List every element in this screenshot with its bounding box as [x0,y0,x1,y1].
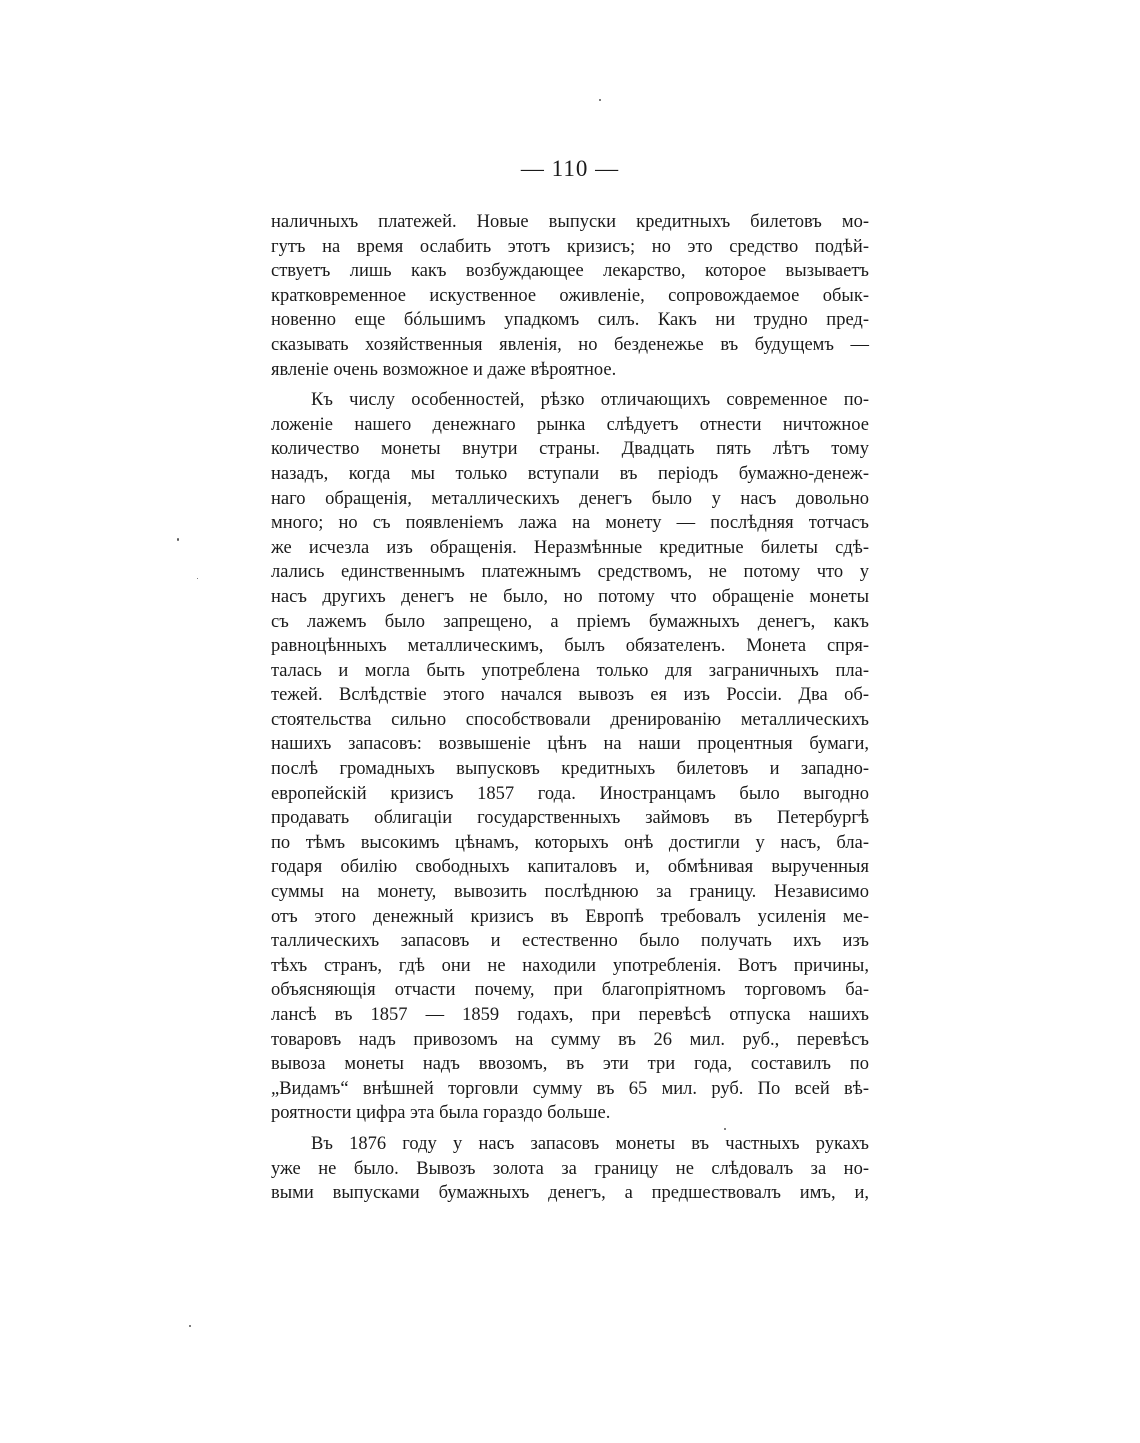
text-line: европейскій кризисъ 1857 года. Иностранцамъ было выгодно [271,783,869,804]
text-line: „Видамъ“ внѣшней торговли сумму въ 65 мил. руб. По всей вѣ- [271,1078,869,1099]
text-line: таллическихъ запасовъ и естественно было получать ихъ изъ [271,931,869,952]
text-line: наго обращенія, металлическихъ денегъ было у насъ довольно [271,488,869,509]
text-line: лансѣ въ 1857 — 1859 годахъ, при перевѣсѣ отпуска нашихъ [271,1005,869,1025]
text-line: равноцѣнныхъ металлическимъ, былъ обязателенъ. Монета спря- [271,636,869,657]
text-line: товаровъ надъ привозомъ на сумму въ 26 мил. руб., перевѣсъ [271,1029,869,1050]
text-line: съ лажемъ было запрещено, а пріемъ бумажныхъ денегъ, какъ [271,611,869,632]
text-line: гутъ на время ослабить этотъ кризисъ; но это средство подѣй- [271,236,869,257]
text-line: Въ 1876 году у насъ запасовъ монеты въ частныхъ рукахъ [311,1133,869,1154]
paragraph [271,1132,869,1206]
print-speck [599,99,601,101]
text-line: явленіе очень возможное и даже вѣроятное. [271,359,617,380]
text-line: назадъ, когда мы только вступали въ періодъ бумажно-денеж- [271,463,869,484]
text-line: кратковременное искуственное оживленіе, сопровождаемое обык- [271,285,869,306]
text-line: сказывать хозяйственныя явленія, но безденежье въ будущемъ — [271,334,869,355]
text-line: уже не было. Вывозъ золота за границу не слѣдовалъ за но- [271,1158,869,1179]
page-number: — 110 — [520,156,620,181]
text-line: тѣхъ странъ, гдѣ они не находили употребленія. Вотъ причины, [271,955,869,976]
text-line: роятности цифра эта была гораздо больше. [271,1103,611,1124]
text-line: же исчезла изъ обращенія. Неразмѣнные кредитные билеты сдѣ- [271,537,869,558]
text-line: стоятельства сильно способствовали дренированію металлическихъ [271,709,869,730]
text-line: нашихъ запасовъ: возвышеніе цѣнъ на наши процентныя бумаги, [271,734,869,755]
text-line: ложеніе нашего денежнаго рынка слѣдуетъ отнести ничтожное [271,414,869,435]
text-line: по тѣмъ высокимъ цѣнамъ, которыхъ онѣ достигли у насъ, бла- [271,832,869,853]
text-line: тежей. Вслѣдствіе этого начался вывозъ ея изъ Россіи. Два об- [271,685,869,706]
text-line: талась и могла быть употреблена только для заграничныхъ пла- [271,660,869,681]
text-line: количество монеты внутри страны. Двадцать пять лѣтъ тому [271,439,869,460]
paragraph [271,388,869,1126]
text-line: насъ другихъ денегъ не было, но потому что обращеніе монеты [271,586,869,607]
print-speck [177,538,179,541]
paragraph [271,210,869,382]
text-line: вывоза монеты надъ ввозомъ, въ эти три года, составилъ по [271,1054,869,1075]
text-line: объясняющія отчасти почему, при благопріятномъ торговомъ ба- [271,980,869,1001]
text-line: много; но съ появленіемъ лажа на монету — послѣдняя тотчасъ [271,513,869,534]
print-speck [189,1325,191,1327]
text-line: новенно еще бóльшимъ упадкомъ силъ. Какъ ни трудно пред- [271,310,869,331]
print-speck [197,578,198,579]
text-line: наличныхъ платежей. Новые выпуски кредитныхъ билетовъ мо- [271,212,869,232]
text-line: ствуетъ лишь какъ возбуждающее лекарство, которое вызываетъ [271,261,869,282]
text-line: суммы на монету, вывозить послѣднюю за границу. Независимо [271,882,869,903]
text-line: Къ числу особенностей, рѣзко отличающихъ современное по- [311,390,869,411]
body-text [271,210,869,1206]
text-line: выми выпусками бумажныхъ денегъ, а предшествовалъ имъ, и, [271,1183,869,1204]
text-line: отъ этого денежный кризисъ въ Европѣ требовалъ усиленія ме- [271,906,869,927]
text-line: послѣ громадныхъ выпусковъ кредитныхъ билетовъ и западно- [271,759,869,780]
text-line: лались единственнымъ платежнымъ средствомъ, не потому что у [271,562,869,583]
text-line: годаря обилію свободныхъ капиталовъ и, обмѣнивая вырученныя [271,857,869,878]
text-line: продавать облигаціи государственныхъ займовъ въ Петербургѣ [271,808,869,829]
